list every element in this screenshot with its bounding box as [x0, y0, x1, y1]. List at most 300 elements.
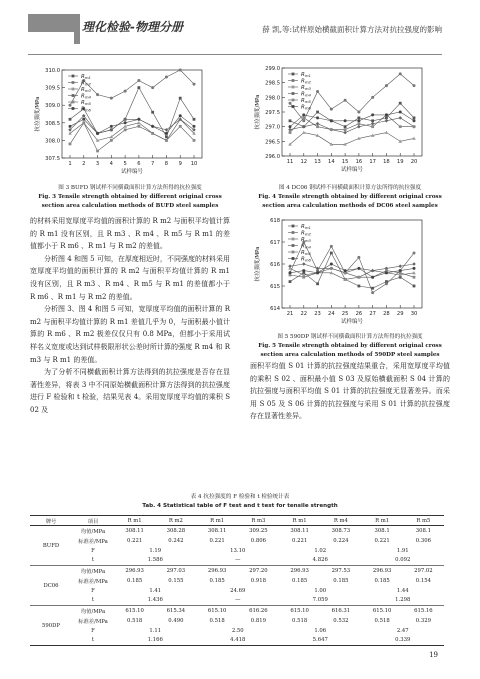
table-cell: 0.532 [333, 617, 349, 624]
legend-marker [72, 107, 75, 110]
data-point-Rm6 [302, 269, 305, 272]
legend-label: $R_{m5}$ [301, 98, 311, 105]
table-cell: 0.185 [127, 577, 143, 584]
data-point-Rm6 [124, 121, 127, 124]
table-cell: 296.93 [125, 567, 144, 574]
legend-label: $R_{m6}$ [301, 256, 311, 263]
table-cell: 615.34 [166, 607, 186, 614]
table-row [30, 576, 444, 586]
paragraph-2: 分析图 4 和图 5 可知，在厚度相近时，不同强度的材料采用宽厚度平均值的面积计算的 R m2 与面积平均值计算的 R m1 没有区别，且 R m3 、R m4 、R m5 与 R m1 的差值都小于 R m6 、R m1 与 R m2 的差值。 [30, 254, 230, 301]
data-point-Rm1 [193, 118, 196, 121]
legend-marker [72, 94, 75, 97]
table-item-cell: 标准差/MPa [78, 538, 108, 545]
data-point-Rm6 [371, 276, 374, 279]
data-point-Rm2 [179, 69, 182, 72]
data-point-Rm6 [82, 118, 85, 121]
x-tick-label: 22 [300, 311, 308, 317]
data-point-Rm2 [371, 96, 374, 99]
series-line-Rm6 [290, 112, 414, 127]
data-point-Rm2 [357, 256, 360, 259]
x-tick-label: 9 [178, 161, 182, 167]
x-tick-label: 23 [314, 311, 321, 317]
x-tick-label: 25 [341, 311, 349, 317]
data-point-Rm6 [289, 125, 292, 128]
data-point-Rm5 [371, 125, 374, 128]
table-cell: 297.03 [166, 567, 186, 574]
data-point-Rm2 [151, 86, 154, 89]
table-row [30, 586, 444, 596]
y-tick-label: 618 [270, 218, 280, 224]
data-point-Rm4 [398, 264, 402, 268]
body-text-right [250, 360, 450, 423]
data-point-Rm6 [413, 119, 416, 122]
x-tick-label: 5 [123, 161, 127, 167]
data-point-Rm1 [413, 116, 416, 119]
page-header [0, 14, 480, 56]
legend-label: $R_{m5}$ [81, 100, 91, 107]
x-tick-label: 16 [355, 159, 363, 165]
data-point-Rm2 [69, 104, 72, 107]
table-item-cell: t [72, 556, 114, 566]
data-point-Rm5 [344, 128, 347, 131]
x-tick-label: 19 [396, 159, 404, 165]
table-cell: 1.436 [114, 596, 197, 606]
figure-3-caption-en-1: Fig. 3 Tensile strength obtained by different original cross [38, 194, 222, 200]
y-axis-label: 抗拉强度/MPa [35, 96, 41, 132]
table-cell: 0.518 [209, 617, 225, 624]
table-cell: 4.418 [197, 636, 280, 646]
data-point-Rm4 [357, 125, 361, 129]
data-point-Rm6 [385, 113, 388, 116]
table-cell: 308.11 [125, 527, 144, 534]
data-point-Rm5 [357, 122, 360, 125]
data-point-Rm6 [110, 125, 113, 128]
table-header-cell: R m2 [155, 516, 196, 526]
paragraph-right: 面积平均值 S 01 计算的抗拉强度结果重合，采用宽厚度平均值的乘积 S 02 、面积最小值 S 03 及原始横截面积 S 04 计算的抗拉强度与面积平均值 S 01 计算的抗拉强度无显著差异。而采用 S 05 及 S 06 计算的抗拉强度与采用 S 01 计算的抗拉强度存在显著性差异。 [250, 362, 450, 421]
data-point-Rm6 [193, 125, 196, 128]
legend-marker [292, 92, 295, 95]
y-tick-label: 616 [270, 262, 280, 268]
y-tick-label: 617 [270, 240, 280, 246]
legend-marker [292, 105, 295, 108]
table-cell: 308.73 [331, 527, 351, 534]
y-tick-label: 308.5 [45, 120, 60, 127]
table-row [30, 596, 444, 606]
data-point-Rm2 [413, 84, 416, 87]
table-cell: 616.31 [331, 607, 351, 614]
data-point-Rm6 [165, 132, 168, 135]
data-point-Rm1 [289, 119, 292, 122]
legend-label: $R_{m1}$ [81, 74, 91, 81]
figure-4-caption [245, 184, 455, 211]
table-cell: 0.185 [374, 577, 390, 584]
data-point-Rm6 [357, 267, 360, 270]
data-point-Rm6 [96, 132, 99, 135]
x-tick-label: 26 [355, 311, 363, 317]
series-line-Rm3 [290, 268, 414, 279]
data-point-Rm4 [412, 262, 416, 266]
data-point-Rm5 [302, 276, 305, 279]
table-item-cell: 标准差/MPa [78, 578, 108, 585]
data-point-Rm6 [179, 114, 182, 117]
x-tick-label: 2 [82, 161, 86, 167]
table-cell: 308.1 [415, 527, 431, 534]
table-cell: 1.41 [149, 587, 162, 594]
running-title: 薛 凯,等:试样原始横截面积计算方法对抗拉强度的影响 [262, 25, 442, 34]
table-cell: 297.02 [414, 567, 433, 574]
table-header-row [30, 516, 444, 526]
data-point-Rm5 [179, 125, 182, 128]
table-cell: 0.155 [168, 577, 184, 584]
legend-marker [72, 101, 75, 104]
figure-5-caption-en-2: section area calculation methods of 590DP steel samples [260, 352, 440, 358]
legend-marker [292, 244, 295, 247]
table-row [30, 546, 444, 556]
x-tick-label: 18 [383, 159, 390, 165]
legend-marker [292, 257, 295, 260]
legend-marker [292, 251, 295, 254]
data-point-Rm2 [399, 72, 402, 75]
data-point-Rm1 [151, 111, 154, 114]
table-item-cell: F [91, 627, 95, 634]
data-point-Rm5 [289, 131, 292, 134]
y-axis-label: 抗拉强度/MPa [255, 246, 261, 282]
y-tick-label: 308.0 [45, 138, 60, 145]
table-cell: 0.242 [168, 537, 184, 544]
table-cell: 1.91 [396, 547, 409, 554]
data-point-Rm5 [82, 121, 85, 124]
paragraph-4: 为了分析不同横截面积计算方法得到的抗拉强度是否存在显著性差异，将表 3 中不同原始横截面积计算方法得到的抗拉强度进行 F 检验和 t 检验，结果见表 4。采用宽厚度平均值的乘积 S 02 及 [30, 368, 230, 414]
table-header-cell: R m1 [362, 516, 403, 526]
figure-4-caption-cn: 图 4 DC06 钢试样不同横截面积计算方法所得的抗拉强度 [278, 185, 422, 191]
table-cell: 0.806 [250, 537, 266, 544]
data-point-Rm3 [412, 271, 416, 274]
data-point-Rm6 [316, 116, 319, 119]
table-grade-cell: BUFD [30, 526, 72, 566]
x-axis-label: 试样编号 [120, 169, 144, 175]
table-cell: 0.221 [374, 537, 390, 544]
legend-label: $R_{m4}$ [301, 243, 311, 250]
data-point-Rm5 [330, 267, 333, 270]
y-tick-label: 298.5 [265, 80, 280, 87]
legend-marker [292, 99, 295, 102]
paragraph-1: 的材料采用宽厚度平均值的面积计算的 R m2 与面积平均值计算的 R m1 没有区别，且 R m3 、R m4 、R m5 与 R m1 的差值都小于 R m6 、R m1 与 R m2 的差值。 [30, 217, 230, 251]
y-tick-label: 298.0 [265, 95, 280, 102]
data-point-Rm6 [151, 125, 154, 128]
table-cell: 615.10 [207, 607, 227, 614]
data-point-Rm5 [357, 276, 360, 279]
table-cell: 1.298 [362, 596, 445, 606]
x-tick-label: 7 [151, 161, 155, 167]
x-tick-label: 4 [109, 161, 113, 167]
series-line-Rm4 [290, 118, 414, 133]
data-point-Rm3 [412, 137, 416, 140]
data-point-Rm1 [385, 116, 388, 119]
data-point-Rm1 [357, 285, 360, 288]
data-point-Rm2 [357, 111, 360, 114]
table-row [30, 636, 444, 646]
y-tick-label: 297.0 [265, 124, 280, 131]
data-point-Rm5 [110, 139, 113, 142]
data-point-Rm4 [343, 131, 347, 135]
legend-marker [292, 238, 295, 241]
paragraph-3: 分析图 3、图 4 和图 5 可知，宽厚度平均值的面积计算的 R m2 与面积平均值计算的 R m1 差值几乎为 0，与面积最小值计算的 R m6 、R m2 极差仅仅只有 0.8 MPa，但都小于采用试样名义宽度或达到试样极限形状公差时所计算的强度 R m4 和 R m3 与 R m1 的差值。 [30, 305, 230, 364]
legend-marker [292, 73, 295, 76]
figure-5-caption-en-1: Fig. 5 Tensile strength obtained by different original cross [258, 343, 442, 349]
legend-marker [292, 86, 295, 89]
data-point-Rm2 [289, 102, 292, 105]
x-tick-label: 11 [286, 159, 294, 165]
legend-label: $R_{m2}$ [301, 230, 311, 237]
table-cell: 615.10 [372, 607, 392, 614]
data-point-Rm5 [413, 276, 416, 279]
data-point-Rm1 [344, 125, 347, 128]
data-point-Rm5 [124, 128, 127, 131]
y-axis-label: 抗拉强度/MPa [255, 94, 261, 130]
table-cell: 0.092 [362, 556, 445, 566]
journal-logo-text: 理化检验-物理分册 [82, 20, 183, 34]
table-cell: 0.518 [127, 617, 143, 624]
figure-4-caption-en-2: section area calculation methods of DC06 steel samples [262, 203, 438, 209]
x-tick-label: 10 [190, 161, 198, 167]
data-point-Rm6 [344, 119, 347, 122]
data-point-Rm6 [399, 111, 402, 114]
table-item-cell: F [91, 547, 95, 554]
y-tick-label: 309.0 [45, 103, 60, 110]
table-cell: 2.47 [396, 627, 409, 634]
data-point-Rm1 [69, 118, 72, 121]
data-point-Rm1 [330, 252, 333, 255]
table-cell: 297.53 [331, 567, 351, 574]
data-point-Rm2 [193, 83, 196, 86]
y-tick-label: 296.0 [265, 154, 280, 160]
table-cell: 308.28 [166, 527, 186, 534]
legend-label: $R_{m2}$ [81, 80, 91, 87]
data-point-Rm5 [96, 150, 99, 153]
table-cell: 0.221 [127, 537, 143, 544]
figure-3-caption-en-2: section area calculation methods of BUFD steel samples [41, 203, 219, 209]
data-point-Rm4 [316, 122, 320, 126]
legend-marker [292, 79, 295, 82]
data-point-Rm2 [385, 84, 388, 87]
table-cell: 0.306 [415, 537, 431, 544]
table-row [30, 556, 444, 566]
table-cell: 308.11 [290, 527, 309, 534]
table-row [30, 626, 444, 636]
table-cell: 0.185 [333, 577, 349, 584]
y-tick-label: 299.0 [265, 66, 280, 72]
data-point-Rm5 [151, 132, 154, 135]
data-point-Rm5 [316, 125, 319, 128]
data-point-Rm6 [330, 263, 333, 266]
series-line-Rm3 [70, 119, 194, 140]
table-4 [30, 515, 444, 646]
table-row [30, 536, 444, 546]
table-cell: 1.00 [314, 587, 327, 594]
y-tick-label: 310.0 [45, 68, 60, 74]
x-tick-label: 17 [369, 159, 376, 165]
legend-label: $R_{m3}$ [81, 87, 91, 94]
legend-marker [292, 231, 295, 234]
table-4-caption [0, 493, 480, 511]
table-header-cell: 牌号 [30, 516, 72, 526]
table-cell: — [197, 596, 280, 606]
table-item-cell: 标准差/MPa [78, 618, 108, 625]
table-cell: 0.154 [415, 577, 431, 584]
table-cell: 1.44 [396, 587, 409, 594]
table-row [30, 566, 444, 576]
legend-label: $R_{m4}$ [81, 93, 91, 100]
table-cell: 0.185 [292, 577, 308, 584]
page-number: 19 [429, 651, 438, 659]
table-cell: 24.69 [230, 587, 246, 594]
table-cell: 0.918 [250, 577, 266, 584]
table-body [30, 526, 444, 646]
legend-label: $R_{m1}$ [301, 72, 311, 79]
x-axis-label: 试样编号 [340, 167, 364, 173]
data-point-Rm1 [371, 287, 374, 290]
data-point-Rm2 [371, 291, 374, 294]
y-tick-label: 615 [270, 284, 280, 290]
table-grade-cell: DC06 [30, 566, 72, 606]
legend-label: $R_{m3}$ [301, 85, 311, 92]
table-cell: 0.185 [209, 577, 225, 584]
table-cell: 616.26 [249, 607, 268, 614]
x-tick-label: 3 [95, 161, 100, 167]
y-tick-label: 309.5 [45, 85, 60, 92]
table-header-cell: R m1 [279, 516, 320, 526]
table-cell: 1.166 [114, 636, 197, 646]
data-point-Rm1 [399, 102, 402, 105]
data-point-Rm1 [289, 280, 292, 283]
x-tick-label: 1 [68, 161, 72, 167]
data-point-Rm6 [385, 271, 388, 274]
table-cell: 1.19 [149, 547, 162, 554]
data-point-Rm2 [110, 97, 113, 100]
data-point-Rm4 [316, 267, 320, 271]
table-cell: 0.819 [250, 617, 266, 624]
x-tick-label: 14 [328, 159, 335, 165]
y-tick-label: 296.5 [265, 139, 280, 146]
data-point-Rm2 [137, 79, 140, 82]
table-cell: 615.16 [414, 607, 433, 614]
data-point-Rm4 [371, 122, 375, 126]
data-point-Rm2 [413, 252, 416, 255]
table-cell: 0.221 [209, 537, 225, 544]
table-cell: 2.50 [231, 627, 244, 634]
data-point-Rm1 [165, 135, 168, 138]
data-point-Rm6 [357, 119, 360, 122]
data-point-Rm4 [302, 262, 306, 266]
table-cell: 0.224 [333, 537, 349, 544]
table-cell: 296.93 [290, 567, 309, 574]
table-cell: 0.339 [362, 636, 445, 646]
table-cell: 1.06 [314, 627, 327, 634]
table-cell: 1.11 [149, 627, 162, 634]
table-cell: 308.11 [207, 527, 227, 534]
x-tick-label: 15 [341, 159, 349, 165]
journal-logo-mark-bar [74, 14, 80, 44]
header-rule [28, 54, 442, 55]
data-point-Rm3 [302, 131, 306, 134]
legend-label: $R_{m6}$ [301, 104, 311, 111]
data-point-Rm2 [165, 76, 168, 79]
data-point-Rm2 [96, 93, 99, 96]
legend-label: $R_{m4}$ [301, 91, 311, 98]
figure-5-chart [250, 216, 450, 331]
data-point-Rm4 [288, 264, 292, 268]
table-header-cell: R m1 [197, 516, 238, 526]
legend-marker [72, 81, 75, 84]
figure-4-caption-en-1: Fig. 4 Tensile strength obtained by different original cross [258, 194, 442, 200]
y-tick-label: 614 [270, 306, 280, 312]
data-point-Rm3 [385, 131, 389, 134]
data-point-Rm2 [124, 90, 127, 93]
table-item-cell: t [72, 596, 114, 606]
table-header-cell: R m3 [238, 516, 279, 526]
legend-marker [72, 75, 75, 78]
x-tick-label: 27 [369, 311, 376, 317]
x-tick-label: 12 [300, 159, 308, 165]
legend-label: $R_{m1}$ [301, 224, 311, 231]
data-point-Rm1 [371, 119, 374, 122]
table-header-cell: R m1 [114, 516, 155, 526]
legend-marker [292, 225, 295, 228]
data-point-Rm4 [398, 116, 402, 120]
table-item-cell: 均值/MPa [80, 608, 106, 615]
table-cell: — [197, 556, 280, 566]
table-4-caption-en: Tab. 4 Statistical table of F test and t test for tensile strength [142, 503, 338, 509]
table-item-cell: t [72, 636, 114, 646]
table-header-cell: R m5 [403, 516, 444, 526]
table-item-cell: 均值/MPa [80, 528, 106, 535]
data-point-Rm6 [330, 119, 333, 122]
data-point-Rm4 [385, 119, 389, 123]
x-tick-label: 21 [286, 311, 294, 317]
x-tick-label: 24 [328, 311, 335, 317]
data-point-Rm3 [137, 121, 141, 124]
y-tick-label: 307.5 [45, 156, 60, 162]
table-cell: 0.490 [168, 617, 184, 624]
table-4-caption-cn: 表 4 抗拉强度的 F 检验和 t 检验统计表 [190, 494, 290, 500]
data-point-Rm2 [302, 119, 305, 122]
data-point-Rm6 [69, 125, 72, 128]
data-point-Rm5 [302, 116, 305, 119]
data-point-Rm2 [385, 282, 388, 285]
legend-label: $R_{m3}$ [301, 237, 311, 244]
data-point-Rm5 [413, 125, 416, 128]
data-point-Rm6 [344, 269, 347, 272]
x-tick-label: 29 [396, 311, 404, 317]
legend-label: $R_{m2}$ [301, 78, 311, 85]
data-point-Rm2 [330, 108, 333, 111]
table-cell: 5.647 [279, 636, 362, 646]
table-header-cell: R m4 [320, 516, 361, 526]
data-point-Rm5 [69, 143, 72, 146]
table-cell: 615.10 [125, 607, 144, 614]
data-point-Rm6 [399, 269, 402, 272]
data-point-Rm6 [413, 267, 416, 270]
legend-label: $R_{m6}$ [81, 106, 91, 113]
series-line-Rm3 [290, 133, 414, 145]
journal-logo-mark [28, 14, 74, 32]
table-cell: 1.02 [314, 547, 327, 554]
table-row [30, 606, 444, 616]
body-text-left [30, 215, 230, 417]
table-cell: 0.329 [415, 617, 431, 624]
figure-5-caption [245, 333, 455, 360]
x-tick-label: 8 [164, 161, 169, 167]
